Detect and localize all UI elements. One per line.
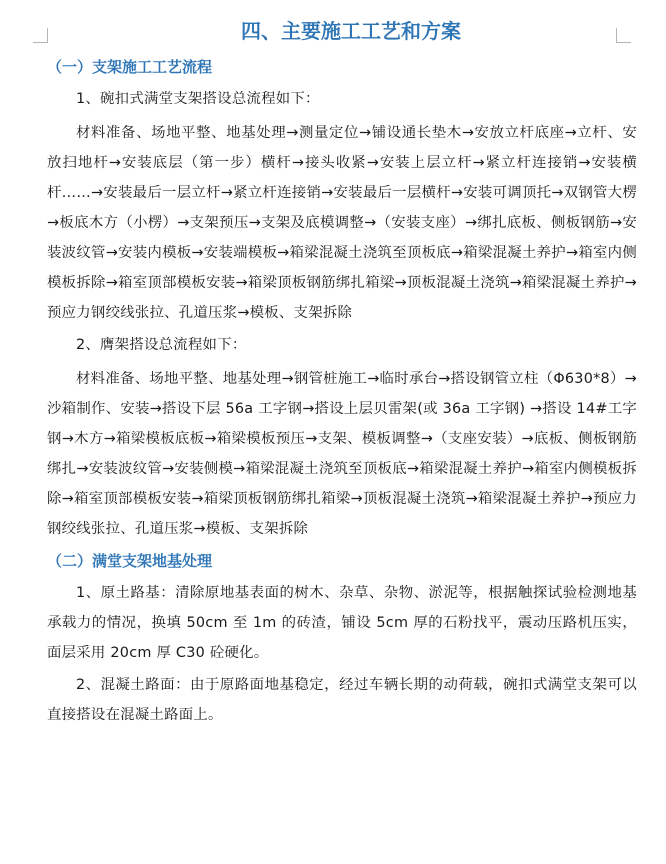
section-support-process (47, 54, 637, 544)
section-foundation-treatment (47, 548, 637, 730)
paragraph-bowl-scaffold-intro: 1、碗扣式满堂支架搭设总流程如下： (76, 91, 320, 107)
page-corner-mark-left (33, 28, 48, 43)
section-heading-foundation-treatment: （二）满堂支架地基处理 (47, 552, 213, 570)
document-page (47, 14, 637, 730)
paragraph-falsework-flow: 材料准备、场地平整、地基处理→钢管桩施工→临时承台→搭设钢管立柱（Φ630*8）→沙箱制作、安装→搭设下层 56a 工字钢→搭设上层贝雷架(或 36a 工字钢) →搭设 14#工字钢→木方→箱梁模板底板→箱梁模板预压→支架、模板调整→（支座安装）→底板、侧板钢筋绑扎→安装波纹管→安装侧模→箱梁混凝土浇筑至顶板底→箱梁混凝土养护→箱室内侧模板拆除→箱室顶部模板安装→箱梁顶板钢筋绑扎箱梁→顶板混凝土浇筑→箱梁混凝土养护→预应力钢绞线张拉、孔道压浆→模板、支架拆除 (47, 371, 637, 537)
section-heading-support-process: （一）支架施工工艺流程 (47, 58, 213, 76)
paragraph-concrete-pavement: 2、混凝土路面：由于原路面地基稳定，经过车辆长期的动荷载，碗扣式满堂支架可以直接搭设在混凝土路面上。 (47, 677, 637, 723)
document-title: 四、主要施工工艺和方案 (241, 19, 461, 43)
paragraph-bowl-scaffold-flow: 材料准备、场地平整、地基处理→测量定位→铺设通长垫木→安放立杆底座→立杆、安放扫地杆→安装底层（第一步）横杆→接头收紧→安装上层立杆→紧立杆连接销→安装横杆……→安装最后一层立杆→紧立杆连接销→安装最后一层横杆→安装可调顶托→双钢管大楞→板底木方（小楞）→支架预压→支架及底模调整→（安装支座）→绑扎底板、侧板钢筋→安装波纹管→安装内模板→安装端模板→箱梁混凝土浇筑至顶板底→箱梁混凝土养护→箱室内侧模板拆除→箱室顶部模板安装→箱梁顶板钢筋绑扎箱梁→顶板混凝土浇筑→箱梁混凝土养护→预应力钢绞线张拉、孔道压浆→模板、支架拆除 (47, 125, 637, 321)
paragraph-falsework-intro: 2、膺架搭设总流程如下： (76, 337, 247, 353)
paragraph-soil-subgrade: 1、原土路基：清除原地基表面的树木、杂草、杂物、淤泥等，根据触探试验检测地基承载力的情况，换填 50cm 至 1m 的砖渣，铺设 5cm 厚的石粉找平，震动压路机压实，面层采用 20cm 厚 C30 砼硬化。 (47, 585, 637, 661)
